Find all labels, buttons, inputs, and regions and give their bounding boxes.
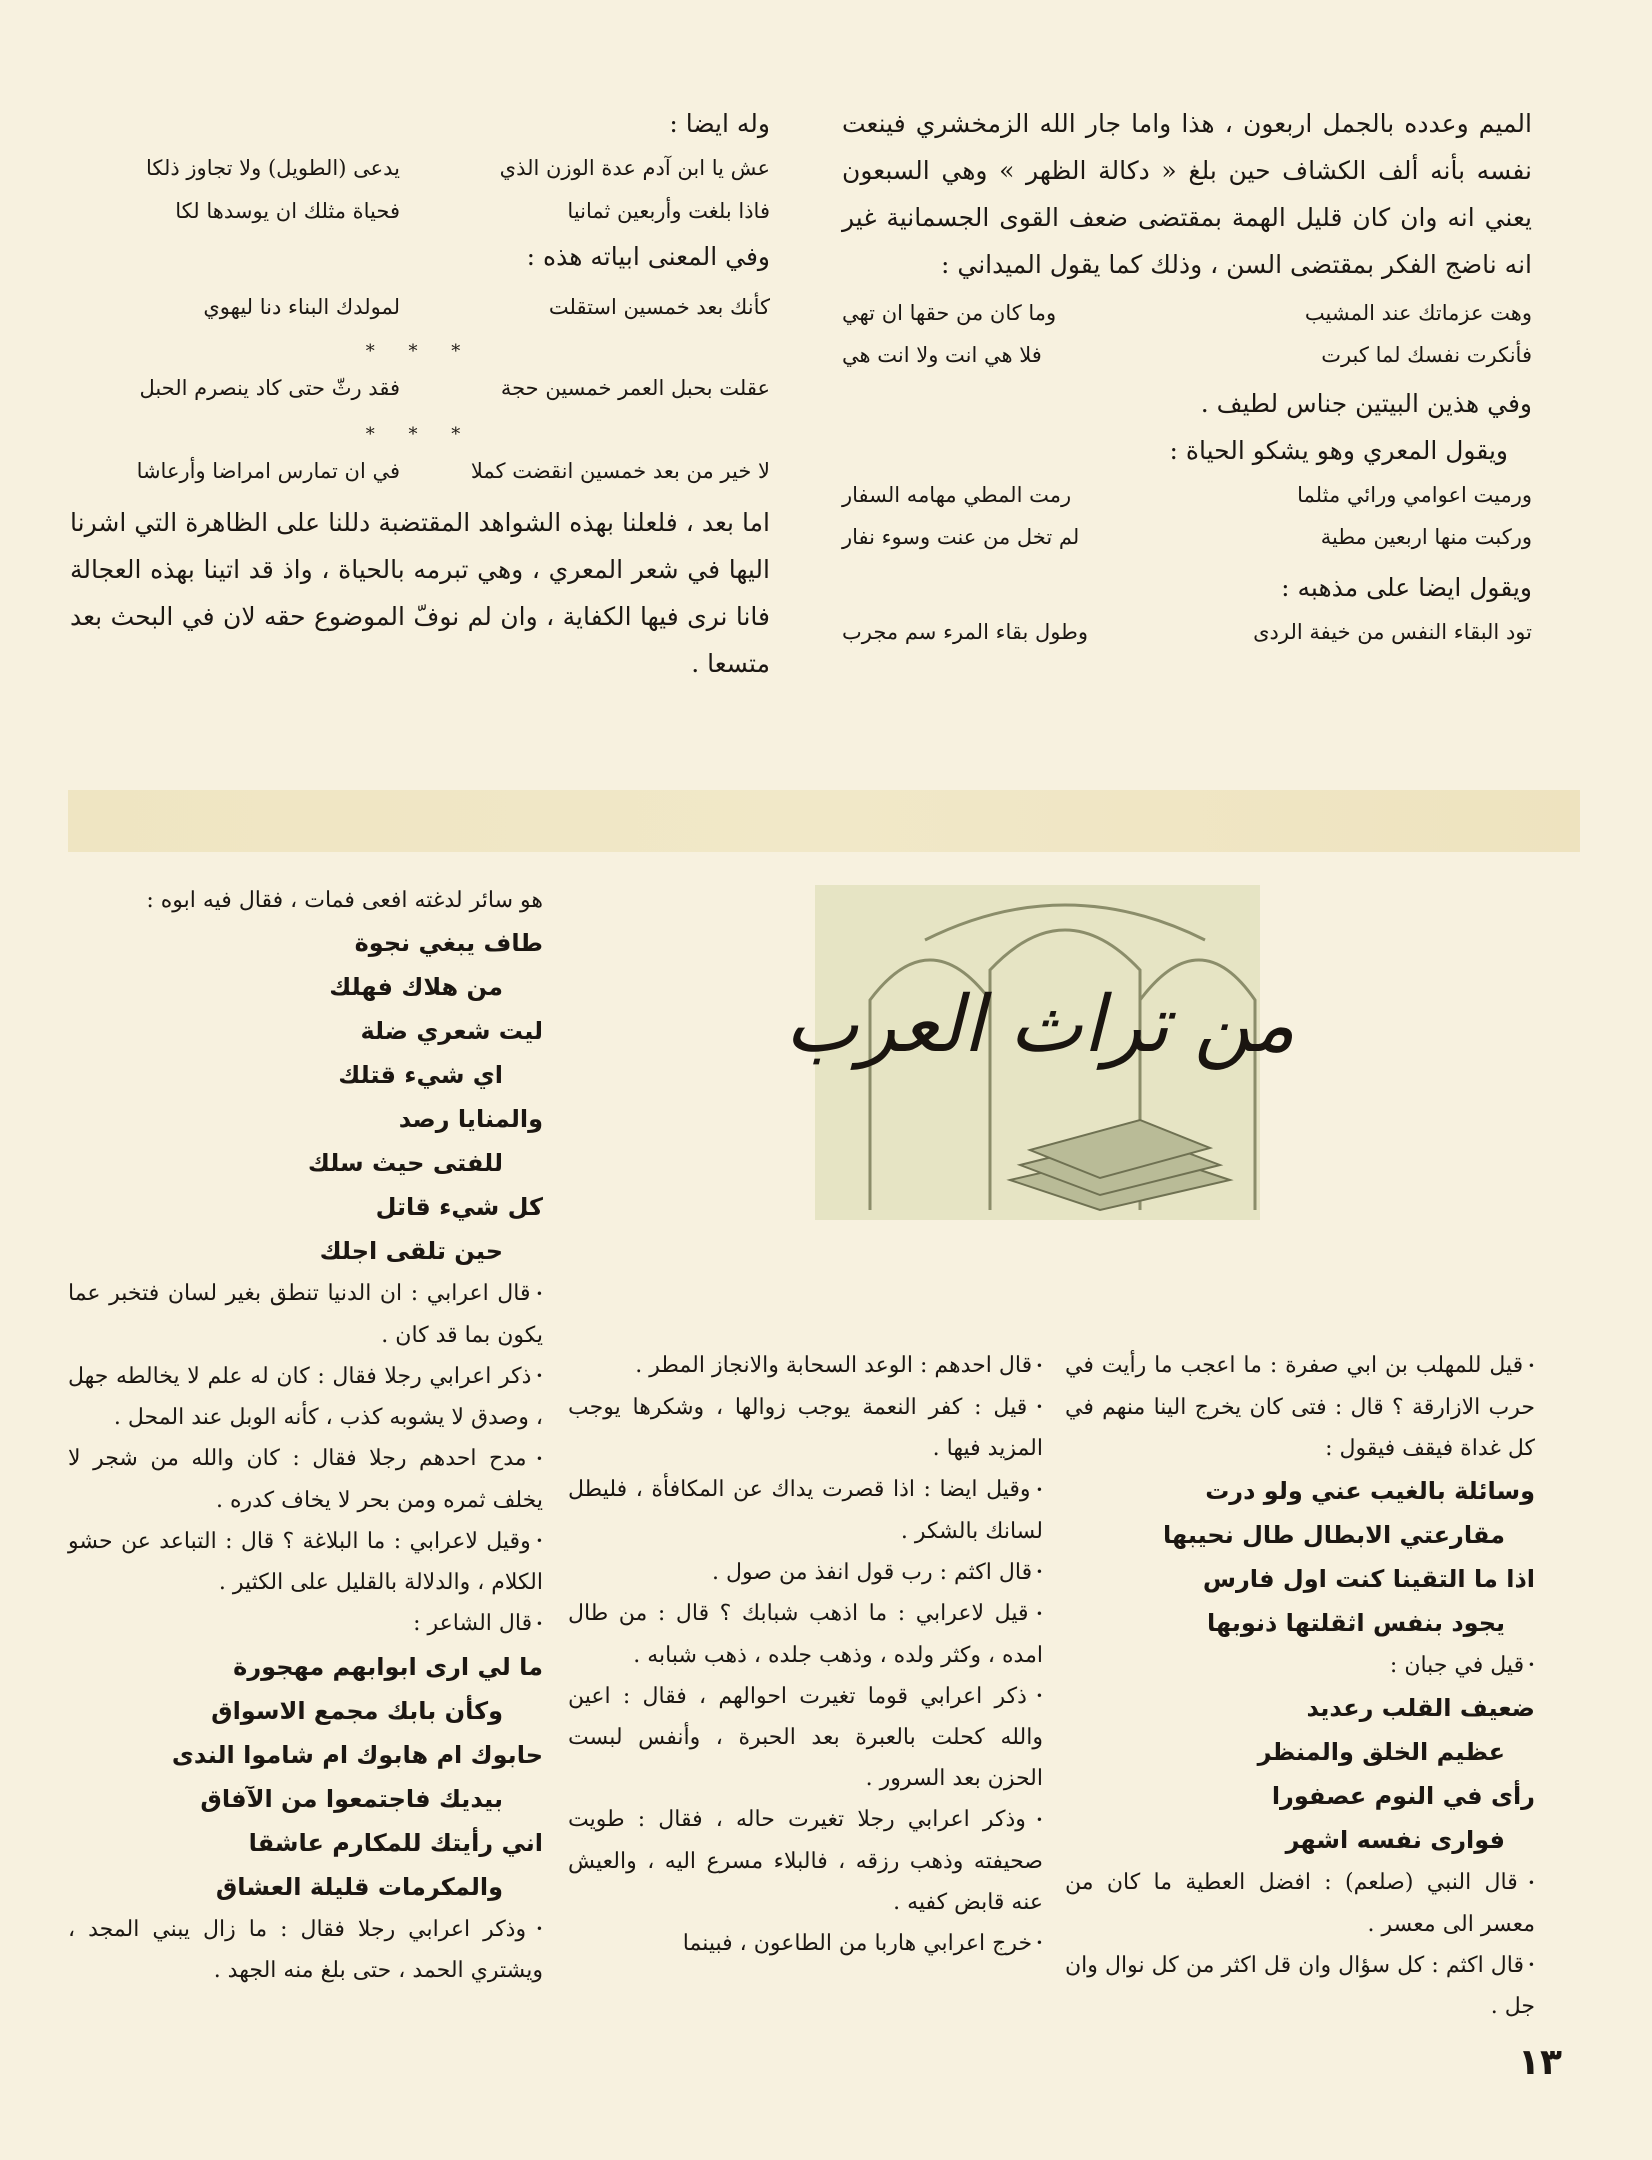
list-item: • قيل للمهلب بن ابي صفرة : ما اعجب ما رأيت في حرب الازارقة ؟ قال : فتى كان يخرج الينا منهم في كل غداة فيقف فيقول : bbox=[1065, 1345, 1535, 1469]
poem bbox=[1065, 1686, 1535, 1862]
hemistich: لمولدك البناء دنا ليهوي bbox=[203, 295, 400, 319]
poem-line: مقارعتي الابطال طال نحيبها bbox=[1162, 1520, 1505, 1549]
hemistich: كأنك بعد خمسين استقلت bbox=[548, 295, 770, 319]
paragraph: الميم وعدده بالجمل اربعون ، هذا واما جار الله الزمخشري فينعت نفسه بأنه ألف الكشاف حين بلغ « دكالة الظهر » وهي السبعون يعني انه وان كان قليل الهمة بمقتضى ضعف القوى الجسمانية غير انه ناضج الفكر بمقتضى السن ، وذلك كما يقول الميداني : bbox=[842, 109, 1532, 279]
hemistich: في ان تمارس امراضا وأرعاشا bbox=[136, 459, 400, 483]
list-item: • خرج اعرابي هاربا من الطاعون ، فبينما bbox=[568, 1923, 1043, 1965]
top-left-column bbox=[70, 100, 770, 687]
poem-line: من هلاك فهلك bbox=[329, 973, 503, 1001]
list-item: • قال اكثم : رب قول انفذ من صول . bbox=[568, 1552, 1043, 1594]
list-item: • قيل في جبان : bbox=[1065, 1645, 1535, 1687]
list-item: • مدح احدهم رجلا فقال : كان والله من شجر لا يخلف ثمره ومن بحر لا يخاف كدره . bbox=[68, 1438, 543, 1521]
hemistich: فاذا بلغت وأربعين ثمانيا bbox=[567, 199, 770, 223]
hemistich: وما كان من حقها ان تهي bbox=[842, 301, 1057, 325]
hemistich: لا خير من بعد خمسين انقضت كملا bbox=[470, 459, 770, 483]
verse-line bbox=[70, 286, 770, 329]
verse-line bbox=[70, 367, 770, 410]
poem-line: والمنايا رصد bbox=[398, 1105, 543, 1133]
hemistich: رمت المطي مهامه السفار bbox=[842, 483, 1072, 507]
subheading: وفي المعنى ابياته هذه : bbox=[526, 242, 770, 271]
subheading: وله ايضا : bbox=[669, 109, 770, 138]
hemistich: يدعى (الطويل) ولا تجاوز ذلكا bbox=[146, 156, 400, 180]
hemistich: عش يا ابن آدم عدة الوزن الذي bbox=[499, 156, 770, 180]
verse-block bbox=[842, 474, 1532, 558]
poem-line: حابوك ام هابوك ام شاموا الندى bbox=[171, 1740, 543, 1769]
poem-line: اذا ما التقينا كنت اول فارس bbox=[1202, 1564, 1535, 1593]
poem bbox=[1065, 1469, 1535, 1645]
poem-line: وكأن بابك مجمع الاسواق bbox=[211, 1696, 503, 1725]
poem-line: ليت شعري ضلة bbox=[360, 1017, 543, 1045]
verse-line bbox=[70, 147, 770, 190]
hemistich: فلا هي انت ولا انت هي bbox=[842, 343, 1042, 367]
hemistich: وركبت منها اربعين مطية bbox=[1320, 525, 1532, 549]
hemistich: لم تخل من عنت وسوء نفار bbox=[842, 525, 1080, 549]
verse-line bbox=[842, 474, 1532, 516]
poem-line: حين تلقى اجلك bbox=[319, 1237, 503, 1265]
poem-line: اي شيء قتلك bbox=[338, 1061, 503, 1089]
paragraph: اما بعد ، فلعلنا بهذه الشواهد المقتضبة دللنا على الظاهرة التي اشرنا اليها في شعر المعري ، وهي تبرمه بالحياة ، واذ قد اتينا بهذه العجالة فانا نرى فيها الكفاية ، وان لم نوفّ الموضوع حقه لان في البحث بعد متسعا . bbox=[70, 508, 770, 678]
poem-line: طاف يبغي نجوة bbox=[354, 929, 543, 957]
hemistich: عقلت بحبل العمر خمسين حجة bbox=[500, 376, 770, 400]
verse-line bbox=[842, 292, 1532, 334]
list-item: • قال الشاعر : bbox=[68, 1603, 543, 1645]
poem-line: وسائلة بالغيب عني ولو درت bbox=[1205, 1476, 1535, 1505]
section-divider bbox=[68, 790, 1580, 852]
poem-line: رأى في النوم عصفورا bbox=[1271, 1782, 1535, 1810]
list-item: • ذكر اعرابي رجلا فقال : كان له علم لا يخالطه جهل ، وصدق لا يشوبه كذب ، كأنه الوبل عند المحل . bbox=[68, 1356, 543, 1439]
stars-separator: * * * bbox=[365, 341, 475, 362]
poem-line: والمكرمات قليلة العشاق bbox=[215, 1872, 503, 1901]
poem bbox=[68, 921, 543, 1273]
list-item: • وقيل لاعرابي : ما البلاغة ؟ قال : التباعد عن حشو الكلام ، والدلالة بالقليل على الكثير . bbox=[68, 1521, 543, 1604]
list-item: • قال اكثم : كل سؤال وان قل اكثر من كل نوال وان جل . bbox=[1065, 1945, 1535, 2028]
list-item: • قال اعرابي : ان الدنيا تنطق بغير لسان فتخبر عما يكون بما قد كان . bbox=[68, 1273, 543, 1356]
list-item: • قيل : كفر النعمة يوجب زوالها ، وشكرها يوجب المزيد فيها . bbox=[568, 1387, 1043, 1470]
bottom-middle-column bbox=[568, 1345, 1043, 1964]
list-item: • قال احدهم : الوعد السحابة والانجاز المطر . bbox=[568, 1345, 1043, 1387]
list-item: • وقيل ايضا : اذا قصرت يداك عن المكافأة ، فليطل لسانك بالشكر . bbox=[568, 1469, 1043, 1552]
section-heading-emblem bbox=[670, 880, 1410, 1225]
poem-line: كل شيء قاتل bbox=[375, 1193, 543, 1221]
bottom-left-column bbox=[68, 880, 543, 1991]
poem-line: عظيم الخلق والمنظر bbox=[1257, 1738, 1505, 1766]
paragraph: وفي هذين البيتين جناس لطيف . bbox=[1200, 389, 1532, 418]
verse-line bbox=[842, 334, 1532, 376]
list-item: • قال النبي (صلعم) : افضل العطية ما كان من معسر الى معسر . bbox=[1065, 1862, 1535, 1945]
hemistich: فأنكرت نفسك لما كبرت bbox=[1321, 343, 1532, 367]
hemistich: ورميت اعوامي ورائي مثلما bbox=[1297, 483, 1532, 507]
poem-line: يجود بنفس اثقلتها ذنوبها bbox=[1207, 1608, 1505, 1637]
bottom-right-column bbox=[1065, 1345, 1535, 2027]
list-item: • ذكر اعرابي قوما تغيرت احوالهم ، فقال : اعين والله كحلت بالعبرة بعد الحبرة ، وأنفس لبست الحزن بعد السرور . bbox=[568, 1676, 1043, 1800]
verse-line bbox=[842, 516, 1532, 558]
page-number: ١٣ bbox=[1518, 2042, 1562, 2083]
verse-line bbox=[70, 450, 770, 493]
heading-title: من تراث العرب bbox=[784, 980, 1296, 1070]
hemistich: وهت عزماتك عند المشيب bbox=[1304, 301, 1532, 325]
hemistich: وطول بقاء المرء سم مجرب bbox=[842, 620, 1088, 644]
poem-line: فوارى نفسه اشهر bbox=[1285, 1826, 1505, 1854]
poem-line: اني رأيتك للمكارم عاشقا bbox=[248, 1828, 543, 1857]
poem bbox=[68, 1645, 543, 1909]
list-item: • قيل لاعرابي : ما اذهب شبابك ؟ قال : من طال امده ، وكثر ولده ، وذهب جلده ، ذهب شبابه . bbox=[568, 1593, 1043, 1676]
hemistich: فقد رثّ حتى كاد ينصرم الحبل bbox=[139, 376, 400, 400]
top-right-column bbox=[842, 100, 1532, 653]
poem-line: بيديك فاجتمعوا من الآفاق bbox=[200, 1784, 503, 1813]
stars-separator: * * * bbox=[365, 424, 475, 445]
paragraph: ويقول ايضا على مذهبه : bbox=[1281, 573, 1532, 602]
hemistich: تود البقاء النفس من خيفة الردى bbox=[1253, 620, 1532, 644]
poem-line: للفتى حيث سلك bbox=[307, 1149, 503, 1177]
paragraph: هو سائر لدغته افعى فمات ، فقال فيه ابوه : bbox=[146, 888, 543, 913]
poem-line: ضعيف القلب رعديد bbox=[1306, 1694, 1535, 1722]
list-item: • وذكر اعرابي رجلا تغيرت حاله ، فقال : طويت صحيفته وذهب رزقه ، فالبلاء مسرع اليه ، والعيش عنه قابض كفيه . bbox=[568, 1799, 1043, 1923]
list-item: • وذكر اعرابي رجلا فقال : ما زال يبني المجد ، ويشتري الحمد ، حتى بلغ منه الجهد . bbox=[68, 1909, 543, 1992]
poem-line: ما لي ارى ابوابهم مهجورة bbox=[233, 1652, 543, 1681]
verse-line bbox=[842, 611, 1532, 653]
verse-line bbox=[70, 190, 770, 233]
verse-block bbox=[842, 292, 1532, 376]
hemistich: فحياة مثلك ان يوسدها لكا bbox=[175, 199, 400, 223]
paragraph: ويقول المعري وهو يشكو الحياة : bbox=[1169, 436, 1508, 465]
